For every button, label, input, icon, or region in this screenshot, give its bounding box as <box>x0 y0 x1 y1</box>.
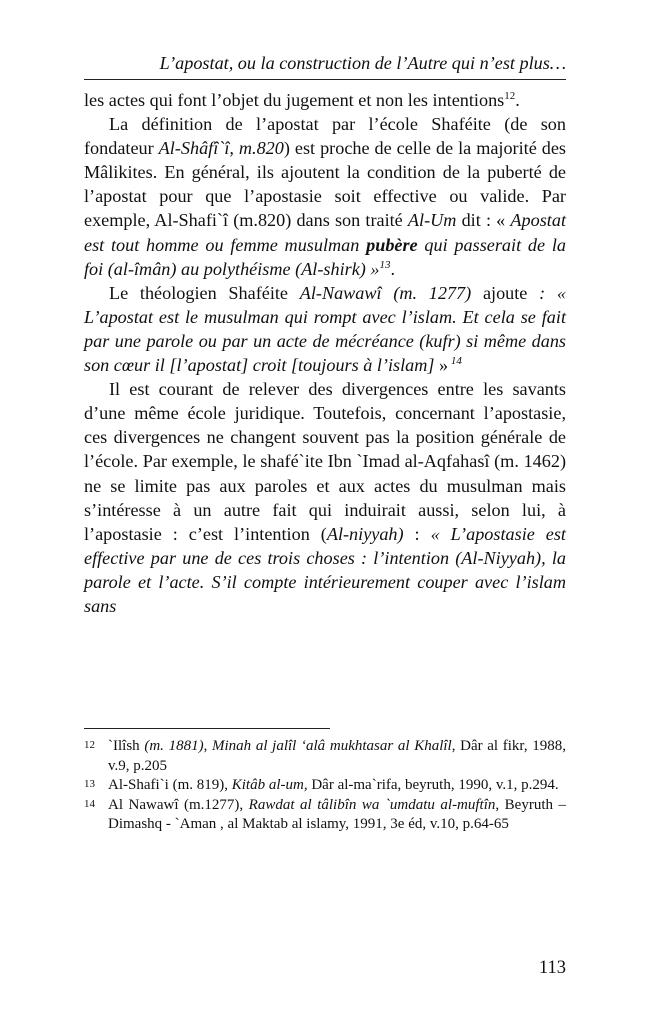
bold-italic-run: pubère <box>366 234 418 255</box>
paragraph-2 <box>84 112 566 281</box>
italic-run: « L’apostasie est effective par une de ces trois choses : l’intention (Al-Niyyah), la parole et l’acte. S’il compte intérieurement couper avec l’islam sans <box>84 523 566 616</box>
text-run: La définition de l’apostat par l’école Shaféite (de son fondateur <box>84 114 566 159</box>
body-text <box>84 88 566 618</box>
text-run: Le théologien Shaféite <box>109 282 300 303</box>
footnote-ref-number: 14 <box>448 354 462 367</box>
italic-run: Al-Shâfî`î, m.820 <box>158 138 284 159</box>
footnotes <box>84 737 566 835</box>
text-run: » <box>434 355 449 376</box>
footnote-ref-14[interactable] <box>448 355 462 367</box>
page-number: 113 <box>538 958 566 978</box>
italic-run: Al-niyyah) <box>326 523 404 544</box>
footnote-13: 13 Al-Shafi`i (m. 819), Kitâb al-um, Dâr al-ma`rifa, beyruth, 1990, v.1, p.294. <box>84 777 559 793</box>
text-run: ) est proche de celle de la majorité des Mâlikites. En général, ils ajoutent la condition de la puberté de l’apostat pour que l’apostasie soit effective ou valide. Par exemple, Al-Shafi`î (m.820) dans son traité <box>84 138 567 231</box>
text-run: . <box>515 90 520 110</box>
paragraph-1 <box>84 88 566 112</box>
footnote-separator <box>84 728 330 729</box>
footnote-number: 12 <box>84 739 95 751</box>
footnote-ref-number: 13 <box>379 258 391 271</box>
italic-run: Al-Um <box>407 210 457 231</box>
text-run: dit : « <box>456 210 511 231</box>
text-run: les actes qui font l’objet du jugement et non les intentions <box>84 90 505 110</box>
footnote-14: 14 Al Nawawî (m.1277), Rawdat al tâlibîn wa `umdatu al-muftîn, Beyruth – Dimashq - `Aman , al Maktab al islamy, 1991, 3e éd, v.10, p.64-65 <box>84 796 567 832</box>
footnote-12: 12 `Ilîsh (m. 1881), Minah al jalîl ‘alâ mukhtasar al Khalîl, Dâr al fikr, 1988, v.9, p.205 <box>84 738 566 774</box>
footnote-ref-13[interactable] <box>380 259 391 271</box>
text-run: . <box>390 258 396 279</box>
italic-run: : « L’apostat est le musulman qui rompt avec l’islam. Et cela se fait par une parole ou par un acte de mécréance (kufr) si même dans son cœur il [l’apostat] croit [toujours à l’islam] <box>84 282 566 376</box>
text-run: Il est courant de relever des divergences entre les savants d’une même école juridique. Toutefois, concernant l’apostasie, ces divergences ne changent souvent pas la position générale de l’école. Par exemple, le shafé`ite Ibn `Imad al-Aqfahasî (m. 1462) ne se limite pas aux paroles et aux actes du musulman mais s’intéresse à un autre fait qui induirait aussi, selon lui, à l’apostasie : c’est l’intention ( <box>84 379 566 544</box>
footnote-number: 13 <box>84 778 95 790</box>
footnote-number: 14 <box>84 797 95 810</box>
italic-run: qui passerait de la foi (al-îmân) au polythéisme (Al-shirk) » <box>84 234 566 279</box>
text-run: : <box>403 523 431 544</box>
paragraph-4 <box>84 377 566 618</box>
italic-run: Apostat est tout homme ou femme musulman <box>84 210 566 255</box>
running-header: L’apostat, ou la construction de l’Autre qui n’est plus… <box>84 52 566 80</box>
paragraph-3 <box>84 281 566 377</box>
text-run: ajoute <box>471 282 528 303</box>
footnote-ref-12[interactable]: 12 <box>504 89 516 102</box>
italic-run: Al-Nawawî (m. 1277) <box>299 282 472 303</box>
